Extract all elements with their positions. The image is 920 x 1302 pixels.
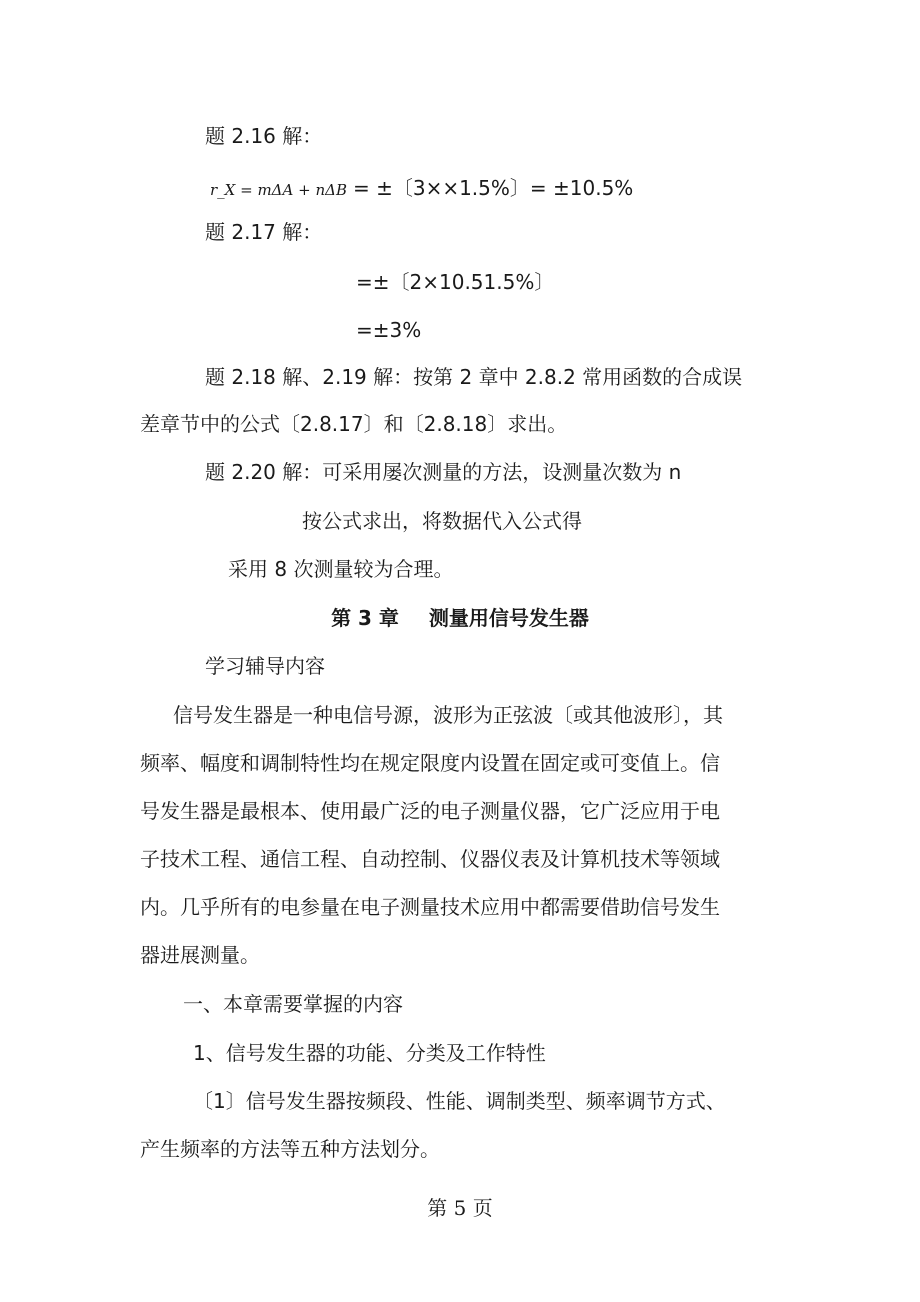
chapter-heading: [0, 604, 920, 632]
problem-2-18-line-1: 题 2.18 解、2.19 解：按第 2 章中 2.8.2 常用函数的合成误: [205, 365, 743, 389]
chapter-number: 第 3 章: [331, 606, 399, 630]
equation-line-2: =±3%: [356, 318, 422, 342]
formula-result: = ±〔3××1.5%〕= ±10.5%: [352, 176, 634, 200]
subsection-heading-1: 1、信号发生器的功能、分类及工作特性: [193, 1041, 546, 1065]
paragraph-line-3: 号发生器是最根本、使用最广泛的电子测量仪器，它广泛应用于电: [140, 799, 720, 823]
chapter-title: 测量用信号发生器: [428, 606, 589, 630]
problem-2-16-label: 题 2.16 解：: [205, 124, 323, 148]
equation-line-1: =±〔2×10.51.5%〕: [356, 270, 555, 294]
study-guide-label: 学习辅导内容: [205, 654, 325, 678]
problem-2-20-line-3: 采用 8 次测量较为合理。: [228, 557, 454, 581]
item-1-line-1: 〔1〕信号发生器按频段、性能、调制类型、频率调节方式、: [193, 1089, 726, 1113]
paragraph-line-4: 子技术工程、通信工程、自动控制、仪器仪表及计算机技术等领域: [140, 847, 720, 871]
problem-2-20-line-2: 按公式求出，将数据代入公式得: [302, 509, 582, 533]
formula-expression: r_X = mΔA + nΔB: [210, 181, 347, 199]
problem-2-18-line-2: 差章节中的公式〔2.8.17〕和〔2.8.18〕求出。: [140, 412, 568, 436]
page-number: 第 5 页: [427, 1196, 493, 1220]
section-heading-1: 一、本章需要掌握的内容: [183, 992, 403, 1016]
paragraph-line-2: 频率、幅度和调制特性均在规定限度内设置在固定或可变值上。信: [140, 751, 720, 775]
paragraph-line-5: 内。几乎所有的电参量在电子测量技术应用中都需要借助信号发生: [140, 895, 720, 919]
paragraph-line-6: 器进展测量。: [140, 943, 260, 967]
item-1-line-2: 产生频率的方法等五种方法划分。: [140, 1137, 440, 1161]
problem-2-20-line-1: 题 2.20 解：可采用屡次测量的方法，设测量次数为 n: [205, 460, 682, 484]
formula-2-16: [210, 172, 633, 202]
problem-2-17-label: 题 2.17 解：: [205, 220, 323, 244]
paragraph-line-1: 信号发生器是一种电信号源，波形为正弦波〔或其他波形〕，其: [173, 703, 723, 727]
